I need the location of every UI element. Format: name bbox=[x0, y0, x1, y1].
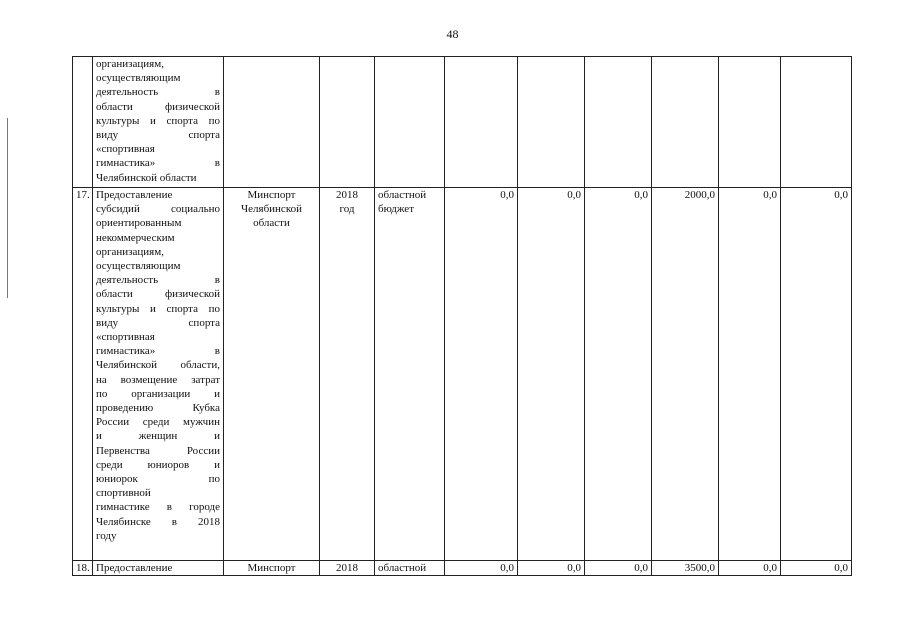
description-line: Челябинске в 2018 bbox=[96, 515, 220, 528]
funding-amount-cell: 0,0 bbox=[445, 188, 518, 561]
row-number-cell: 17. bbox=[73, 188, 93, 561]
description-line: Челябинской области, bbox=[96, 359, 220, 372]
description-line: осуществляющим bbox=[96, 260, 181, 273]
funding-amount-cell bbox=[585, 57, 652, 188]
description-line: ориентированным bbox=[96, 217, 182, 230]
funding-source-cell bbox=[375, 57, 445, 188]
description-line: Первенства России bbox=[96, 444, 220, 457]
implementation-year-cell: 2018 год bbox=[320, 188, 375, 561]
description-line: Предоставление bbox=[96, 189, 173, 201]
description-line: Предоставление bbox=[96, 562, 173, 574]
activity-description-cell bbox=[93, 188, 224, 561]
description-line: на возмещение затрат bbox=[96, 373, 220, 386]
funding-amount-cell: 0,0 bbox=[585, 561, 652, 576]
program-activities-table bbox=[72, 56, 852, 576]
funding-amount-cell bbox=[781, 57, 852, 188]
funding-amount-cell: 0,0 bbox=[585, 188, 652, 561]
table-row bbox=[73, 188, 852, 561]
description-line: среди юниоров и bbox=[96, 458, 220, 471]
description-line: гимнастике в городе bbox=[96, 501, 220, 514]
description-line: области физической bbox=[96, 100, 220, 113]
implementation-year-cell: 2018 bbox=[320, 561, 375, 576]
description-line: юниорок по bbox=[96, 473, 220, 486]
description-line: и женщин и bbox=[96, 430, 220, 443]
scan-margin-line bbox=[7, 118, 8, 298]
description-line: году bbox=[96, 529, 117, 542]
description-line: виду спорта bbox=[96, 129, 220, 142]
funding-amount-cell: 0,0 bbox=[781, 561, 852, 576]
funding-amount-cell bbox=[518, 57, 585, 188]
responsible-executor-cell bbox=[224, 57, 320, 188]
funding-source-cell: областной bbox=[375, 561, 445, 576]
row-number-cell: 18. bbox=[73, 561, 93, 576]
description-line: «спортивная bbox=[96, 143, 155, 156]
description-line: гимнастика» в bbox=[96, 157, 220, 170]
description-line: виду спорта bbox=[96, 316, 220, 329]
table-row bbox=[73, 57, 852, 188]
description-line: некоммерческим bbox=[96, 231, 175, 244]
description-line: культуры и спорта по bbox=[96, 114, 220, 127]
row-number-cell bbox=[73, 57, 93, 188]
funding-amount-cell: 0,0 bbox=[719, 188, 781, 561]
implementation-year-cell bbox=[320, 57, 375, 188]
activity-description-cell bbox=[93, 57, 224, 188]
funding-amount-cell: 0,0 bbox=[518, 188, 585, 561]
description-line: субсидий социально bbox=[96, 203, 220, 216]
funding-amount-cell: 0,0 bbox=[719, 561, 781, 576]
responsible-executor-cell: Минспорт bbox=[224, 561, 320, 576]
description-line: России среди мужчин bbox=[96, 416, 220, 429]
description-line: гимнастика» в bbox=[96, 345, 220, 358]
description-line: проведению Кубка bbox=[96, 402, 220, 415]
description-line: организациям, bbox=[96, 245, 164, 258]
funding-amount-cell: 0,0 bbox=[781, 188, 852, 561]
activity-description-cell bbox=[93, 561, 224, 576]
description-line: культуры и спорта по bbox=[96, 302, 220, 315]
description-line: по организации и bbox=[96, 387, 220, 400]
funding-amount-cell: 0,0 bbox=[445, 561, 518, 576]
funding-amount-cell: 0,0 bbox=[518, 561, 585, 576]
table-row bbox=[73, 561, 852, 576]
description-line: деятельность в bbox=[96, 86, 220, 99]
description-line: «спортивная bbox=[96, 331, 155, 344]
page-number: 48 bbox=[446, 27, 459, 41]
description-line: организациям, bbox=[96, 58, 164, 70]
funding-amount-cell: 3500,0 bbox=[652, 561, 719, 576]
funding-source-cell: областной бюджет bbox=[375, 188, 445, 561]
description-line: Челябинской области bbox=[96, 171, 197, 184]
funding-amount-cell bbox=[445, 57, 518, 188]
description-line: осуществляющим bbox=[96, 72, 181, 85]
description-line: области физической bbox=[96, 288, 220, 301]
description-line: деятельность в bbox=[96, 274, 220, 287]
description-line: спортивной bbox=[96, 487, 151, 500]
funding-amount-cell bbox=[719, 57, 781, 188]
responsible-executor-cell: Минспорт Челябинской области bbox=[224, 188, 320, 561]
funding-amount-cell bbox=[652, 57, 719, 188]
funding-amount-cell: 2000,0 bbox=[652, 188, 719, 561]
